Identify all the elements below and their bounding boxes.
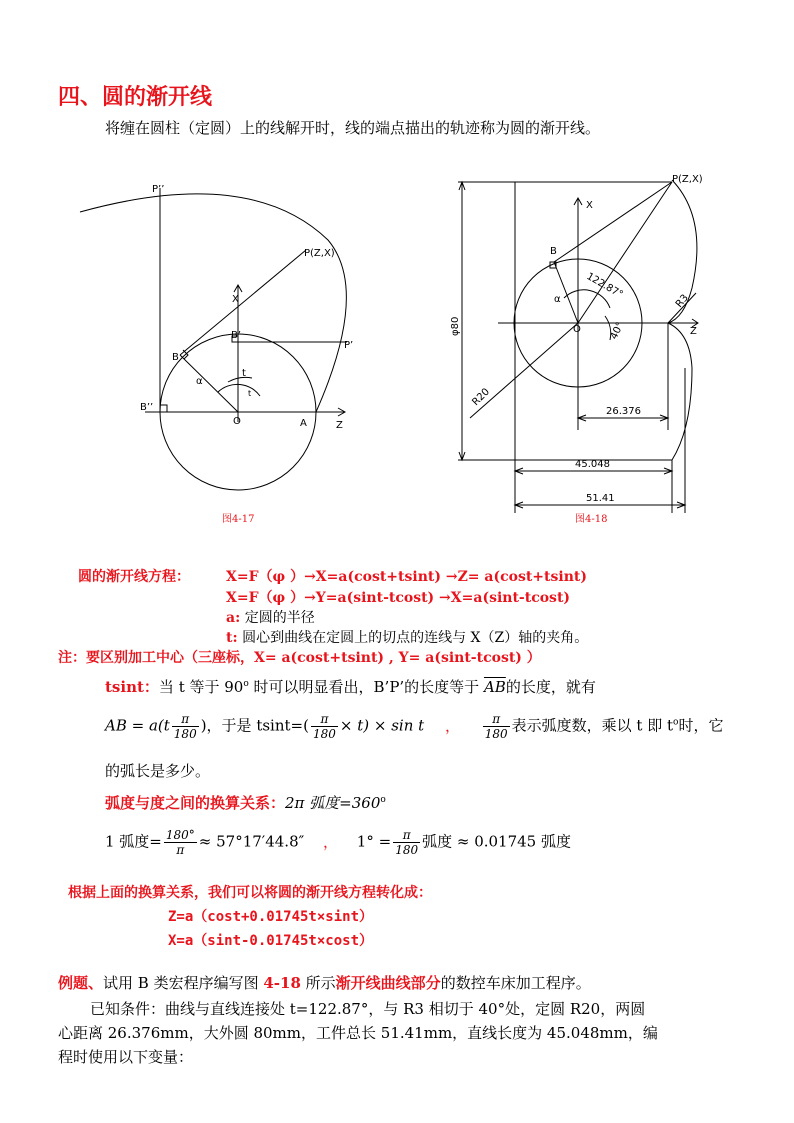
converted-eq-x: X=a（sint-0.01745t×cost） (168, 933, 374, 949)
label-p2: P’’ (152, 184, 165, 195)
label-alpha: α (196, 376, 203, 387)
label-bp: B’ (231, 330, 242, 341)
label-d51: 51.41 (586, 493, 615, 504)
page-title: 四、圆的渐开线 (58, 84, 213, 110)
equation-line-1: X=F（φ ）→X=a(cost+tsint) →Z= a(cost+tsint) (226, 569, 587, 585)
label-b: B (550, 246, 557, 257)
label-d26: 26.376 (606, 406, 641, 417)
label-z: Z (336, 420, 343, 431)
radius-line-b (180, 355, 238, 412)
equation-title: 圆的渐开线方程： (78, 569, 190, 585)
tangent-line (180, 250, 306, 355)
label-b2: B’’ (140, 402, 154, 413)
label-r20: R20 (470, 386, 493, 409)
label-pzx: P(Z,X) (672, 174, 703, 185)
given-line-1: 已知条件：曲线与直线连接处 t=122.87°，与 R3 相切于 40°处，定圆 R20，两圆 (90, 1000, 646, 1018)
conversion-title-line: 弧度与度之间的换算关系：2π 弧度$=360^o$ (105, 794, 386, 812)
label-alpha: α (554, 294, 561, 305)
caption-4-17: 图4-17 (222, 514, 255, 525)
involute-curve (80, 194, 346, 412)
label-pp: P’ (344, 340, 354, 351)
conversion-equation: 1 弧度= $\frac{180^\circ}{\pi}$ ≈ 57°17′44.8″ ， 1° = $\frac{\pi}{180}$ 弧度 ≈ 0.01745 弧度 (105, 828, 571, 857)
label-o: O (573, 324, 581, 335)
label-angle: 122.87° (584, 271, 625, 301)
label-r3: R3 (673, 292, 691, 310)
label-x: X (586, 200, 593, 211)
label-z: Z (690, 326, 697, 337)
converted-eq-z: Z=a（cost+0.01745t×sint） (168, 909, 374, 925)
figure-4-17 (70, 170, 370, 500)
label-x: X (232, 294, 239, 305)
param-t: t: 圆心到曲线在定圆上的切点的连线与 X（Z）轴的夹角。 (226, 630, 589, 646)
involute-curve (668, 180, 697, 460)
tsint-line-2: AB = a(t $\frac{\pi}{180}$ )，于是 tsint=( $\frac{\pi}{180}$ × t) × sin t ， $\frac{\pi}{180}$ 表示弧度数，乘以 t 即 $t^o$时，它 (105, 712, 724, 741)
convert-title: 根据上面的换算关系，我们可以将圆的渐开线方程转化成： (68, 885, 432, 901)
label-pzx: P(Z,X) (304, 248, 335, 259)
equation-line-2: X=F（φ ）→Y=a(sint-tcost) →X=a(sint-tcost) (226, 590, 571, 606)
label-phi80: φ80 (450, 316, 461, 336)
figure-4-18 (440, 168, 740, 513)
intro-text: 将缠在圆柱（定圆）上的线解开时，线的端点描出的轨迹称为圆的渐开线。 (105, 119, 601, 137)
tsint-line-3: 的弧长是多少。 (105, 762, 211, 780)
param-a: a: 定圆的半径 (226, 610, 315, 626)
r20-leader (470, 323, 578, 418)
label-tarc: t (248, 389, 252, 398)
note-line: 注：要区别加工中心（三座标，X= a(cost+tsint) , Y= a(sint-tcost) ） (58, 650, 541, 666)
given-line-3: 程时使用以下变量： (58, 1048, 194, 1066)
label-o: O (233, 416, 241, 427)
label-t: t (242, 368, 246, 379)
label-a: A (300, 418, 307, 429)
example-line: 例题、试用 B 类宏程序编写图 4-18 所示渐开线曲线部分的数控车床加工程序。 (58, 974, 591, 992)
tsint-line-1: tsint：当 t 等于 90$^o$ 时可以明显看出，B’P’的长度等于 $\overline{AB}$的长度，就有 (105, 678, 596, 696)
given-line-2: 心距离 26.376mm，大外圆 80mm，工件总长 51.41mm，直线长度为 45.048mm，编 (58, 1024, 658, 1042)
label-angle40: 40° (608, 320, 627, 342)
label-b: B (172, 352, 179, 363)
caption-4-18: 图4-18 (575, 514, 608, 525)
label-d45: 45.048 (575, 459, 610, 470)
